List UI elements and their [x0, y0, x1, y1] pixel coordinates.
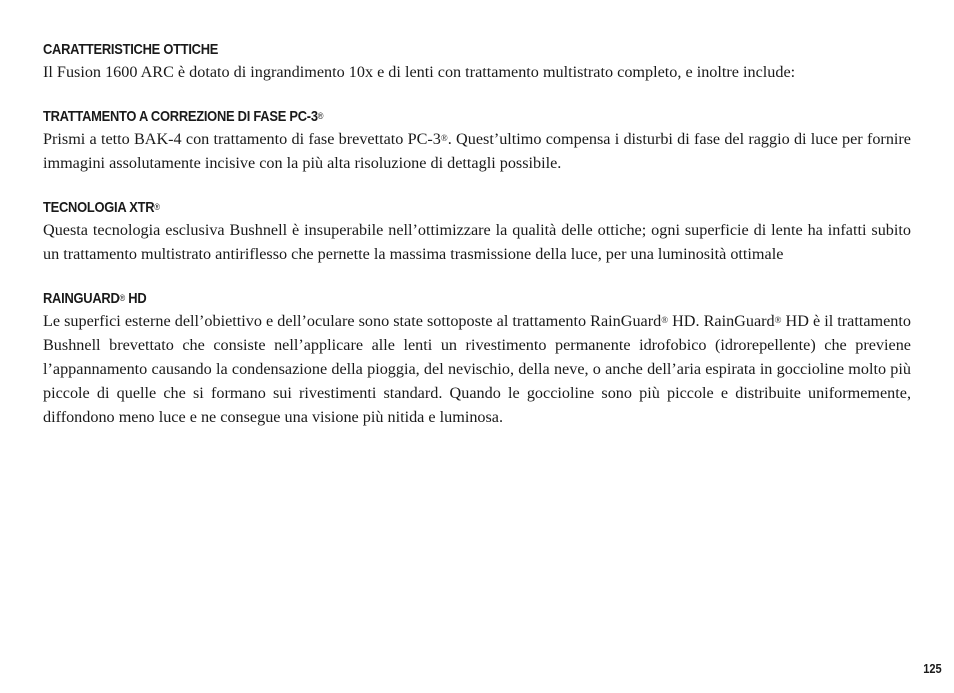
registered-mark: ®	[154, 202, 160, 212]
registered-mark: ®	[661, 315, 669, 325]
manual-page	[43, 40, 911, 452]
section-body: Il Fusion 1600 ARC è dotato di ingrandimento 10x e di lenti con trattamento multistrato completo, e inoltre include:	[43, 63, 796, 81]
section-rainguard-hd	[43, 289, 911, 429]
section-optical-features	[43, 40, 911, 84]
registered-mark: ®	[440, 133, 448, 143]
section-heading: CARATTERISTICHE OTTICHE	[43, 41, 219, 58]
section-heading: RAINGUARD® HD	[43, 290, 147, 307]
page-number: 125	[923, 661, 942, 676]
section-body: Questa tecnologia esclusiva Bushnell è insuperabile nell’ottimizzare la qualità delle ottiche; ogni superficie di lente ha infatti subito un trattamento multistrato antiriflesso che pernette la massima trasmissione della luce, per una luminosità ottimale	[43, 221, 911, 263]
section-body: Prismi a tetto BAK-4 con trattamento di fase brevettato PC-3®. Quest’ultimo compensa i disturbi di fase del raggio di luce per fornire immagini assolutamente incisive con la più alta risoluzione di dettagli possibile.	[43, 130, 911, 172]
section-pc3-coating	[43, 107, 911, 175]
section-xtr-technology	[43, 198, 911, 266]
registered-mark: ®	[317, 111, 324, 121]
registered-mark: ®	[119, 293, 125, 303]
registered-mark: ®	[774, 315, 782, 325]
section-body: Le superfici esterne dell’obiettivo e dell’oculare sono state sottoposte al trattamento RainGuard® HD. RainGuard® HD è il trattamento Bushnell brevettato che consiste nell’applicare alle lenti un rivestimento permanente idrofobico (idrorepellente) che previene l’appannamento causando la condensazione della pioggia, del nevischio, della neve, o anche dell’aria espirata in goccioline molto più piccole di quelle che si formano sui rivestimenti standard. Quando le goccioline sono più piccole e distribuite uniformemente, diffondono meno luce e ne consegue una visione più nitida e luminosa.	[43, 312, 911, 426]
section-heading: TRATTAMENTO A CORREZIONE DI FASE PC-3®	[43, 108, 324, 125]
section-heading: TECNOLOGIA XTR®	[43, 199, 160, 216]
